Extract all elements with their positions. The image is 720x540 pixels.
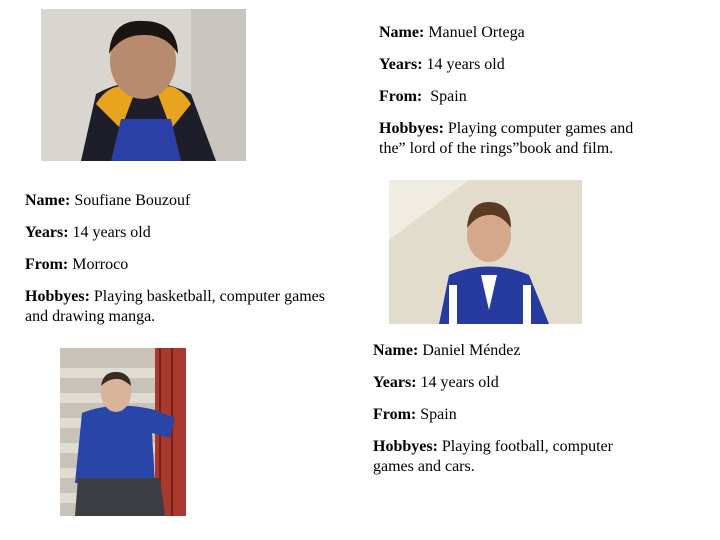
years-value: 14 years old: [72, 224, 151, 241]
hobbies-label: Hobbyes:: [379, 120, 444, 137]
hobbies-label: Hobbyes:: [373, 438, 438, 455]
hobbies-line: [373, 437, 653, 477]
name-line: [25, 191, 345, 211]
from-label: From:: [379, 88, 423, 105]
from-line: [373, 405, 673, 425]
name-label: Name:: [25, 192, 71, 209]
years-value: 14 years old: [426, 56, 505, 73]
years-line: [25, 223, 345, 243]
from-line: [379, 87, 679, 107]
profile-manuel-ortega: [379, 23, 679, 159]
profile-soufiane-bouzouf: [25, 191, 345, 327]
years-label: Years:: [379, 56, 423, 73]
years-line: [379, 55, 679, 75]
from-value: Spain: [420, 406, 457, 423]
hobbies-line: [379, 119, 649, 159]
years-label: Years:: [373, 374, 417, 391]
hobbies-label: Hobbyes:: [25, 288, 90, 305]
years-line: [373, 373, 673, 393]
name-value: Soufiane Bouzouf: [74, 192, 191, 209]
hobbies-line: [25, 287, 325, 327]
photo-daniel-mendez: [389, 180, 582, 324]
from-value: Spain: [426, 88, 467, 105]
name-label: Name:: [373, 342, 419, 359]
years-value: 14 years old: [420, 374, 499, 391]
name-line: [373, 341, 673, 361]
name-value: Daniel Méndez: [422, 342, 521, 359]
from-value: Morroco: [72, 256, 129, 273]
from-label: From:: [25, 256, 69, 273]
profile-daniel-mendez: [373, 341, 673, 477]
hobbies-value: Playing computer games and the” lord of the rings”book and film.: [379, 120, 634, 157]
from-line: [25, 255, 345, 275]
name-line: [379, 23, 679, 43]
name-value: Manuel Ortega: [428, 24, 525, 41]
hobbies-value: Playing basketball, computer games and drawing manga.: [25, 288, 325, 325]
photo-soufiane-bouzouf: [60, 348, 186, 516]
name-label: Name:: [379, 24, 425, 41]
years-label: Years:: [25, 224, 69, 241]
photo-manuel-ortega: [41, 9, 246, 161]
from-label: From:: [373, 406, 417, 423]
hobbies-value: Playing football, computer games and cars.: [373, 438, 613, 475]
